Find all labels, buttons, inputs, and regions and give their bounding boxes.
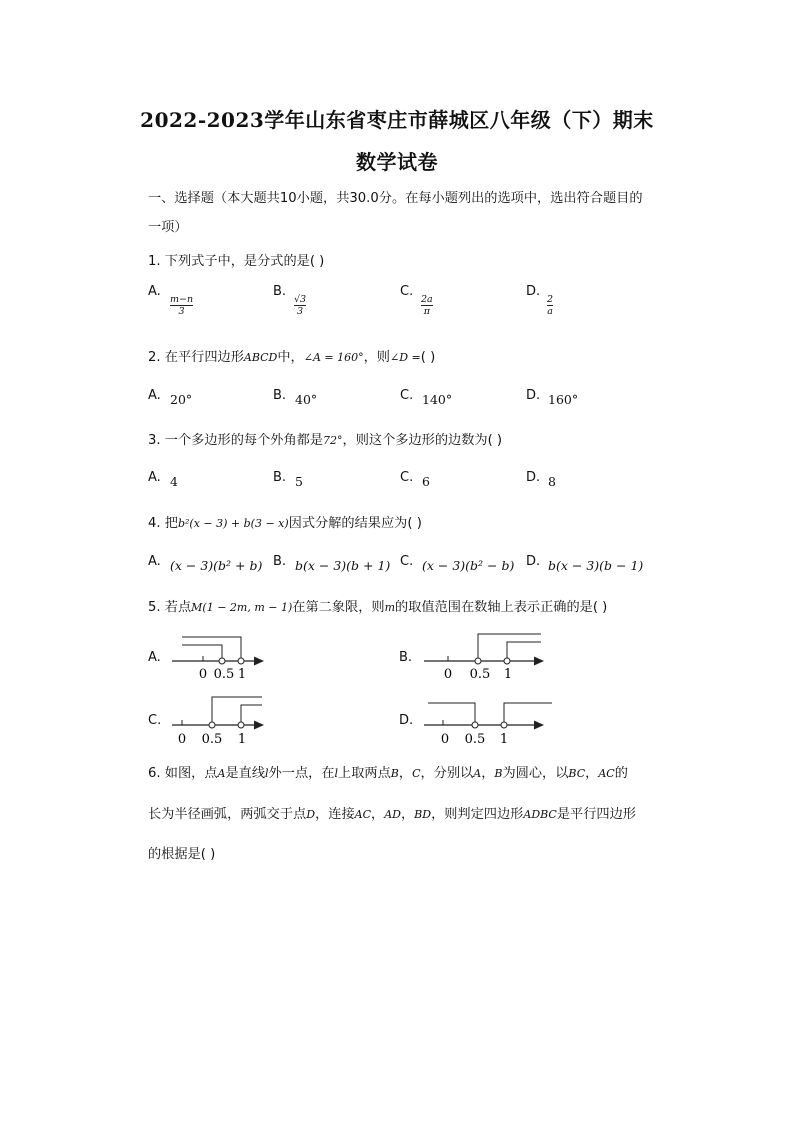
q6-l2-seg-e: ，则判定四边形 [431, 807, 524, 822]
q4-option-a-label: A. [148, 554, 161, 569]
q1-option-d-denominator: a [547, 306, 553, 317]
q3-option-a-label: A. [148, 470, 161, 485]
q6-l2-seg-b: ，连接 [315, 807, 355, 822]
q5-b-tick-0: 0 [443, 667, 453, 682]
q3-math-angle: 72° [323, 434, 343, 447]
question-6-stem-line1 [148, 762, 628, 781]
q4-option-b-value: b(x − 3)(b + 1) [295, 558, 391, 573]
q6-l1-seg-j: 的 [614, 766, 628, 781]
q6-l1-point-b: B [390, 767, 399, 780]
q5-option-b-number-line [424, 632, 554, 686]
q1-option-a-label: A. [148, 284, 161, 299]
q4-option-a-value: (x − 3)(b² + b) [170, 558, 263, 573]
q4-option-c-label: C. [400, 554, 414, 569]
q5-text-mid: 在第二象限，则 [292, 600, 385, 615]
q1-option-b-numerator: √3 [294, 294, 307, 305]
q3-option-b-value: 5 [295, 474, 303, 489]
q6-l1-seg-e: ， [398, 766, 413, 781]
q2-math-angle-a: ∠A = 160° [303, 351, 364, 364]
question-6-stem-line3: 的根据是( ) [148, 847, 216, 862]
q6-l1-seg-c: 外一点，在 [268, 766, 335, 781]
q4-math-expression: b²(x − 3) + b(3 − x) [177, 517, 289, 530]
q5-option-d-label: D. [399, 713, 414, 728]
q4-option-d-label: D. [526, 554, 541, 569]
q1-option-a-denominator: 3 [178, 306, 185, 317]
q6-l1-seg-f: ，分别以 [420, 766, 474, 781]
q2-text-mid: 中， [277, 350, 304, 365]
q6-l1-point-c: C [412, 767, 421, 780]
q5-a-tick-05: 0.5 [213, 667, 235, 682]
q6-l2-seg-c: ， [371, 807, 385, 822]
q1-option-a-numerator: m−n [170, 294, 194, 305]
q1-option-a-fraction [170, 294, 193, 317]
q2-option-b-label: B. [273, 388, 287, 403]
section-heading-line2: 一项） [148, 220, 188, 235]
q5-c-tick-0: 0 [177, 732, 187, 746]
question-3-stem [148, 429, 502, 448]
q6-l2-quad-adbc: ADBC [523, 808, 557, 821]
q2-option-a-label: A. [148, 388, 161, 403]
q5-option-a-label: A. [148, 650, 161, 665]
q2-text-pre: 2. 在平行四边形 [148, 350, 244, 365]
q6-l2-seg-a: 长为半径画弧，两弧交于点 [148, 807, 307, 822]
question-6-stem-line2 [148, 803, 636, 822]
q6-l1-seg-ac: AC [598, 767, 615, 780]
q2-option-d-label: D. [526, 388, 541, 403]
q3-option-c-label: C. [400, 470, 414, 485]
q5-text-post: 的取值范围在数轴上表示正确的是( ) [395, 600, 608, 615]
question-1-stem: 1. 下列式子中，是分式的是( ) [148, 254, 325, 269]
q3-option-d-value: 8 [548, 474, 556, 489]
q3-option-c-value: 6 [422, 474, 430, 489]
q5-option-b-label: B. [399, 650, 413, 665]
q4-text-pre: 4. 把 [148, 516, 178, 531]
q1-option-d-numerator: 2 [547, 294, 554, 305]
q6-l1-line-l2: l [334, 767, 339, 780]
q4-text-post: 因式分解的结果应为( ) [288, 516, 422, 531]
q6-l2-seg-d: ， [400, 807, 415, 822]
q6-l1-line-l: l [265, 767, 269, 780]
q6-l2-seg-f: 是平行四边形 [556, 807, 636, 822]
q5-b-tick-1: 1 [503, 667, 513, 682]
q5-c-tick-05: 0.5 [201, 732, 223, 746]
q5-d-tick-05: 0.5 [464, 732, 486, 746]
q5-option-a-number-line [172, 632, 272, 686]
q5-d-tick-0: 0 [440, 732, 450, 746]
q5-option-c-label: C. [148, 713, 162, 728]
q6-l1-point-a2: A [473, 767, 482, 780]
q6-l1-seg-i: ， [585, 766, 599, 781]
q3-text-post: ，则这个多边形的边数为( ) [342, 433, 503, 448]
q1-option-d-label: D. [526, 284, 541, 299]
q1-option-c-numerator: 2a [421, 294, 433, 305]
q1-option-c-label: C. [400, 284, 414, 299]
q6-l1-seg-g: ， [481, 766, 495, 781]
q2-option-c-label: C. [400, 388, 414, 403]
q6-l1-seg-h: 为圆心，以 [502, 766, 569, 781]
question-2-stem [148, 346, 435, 365]
q3-text-pre: 3. 一个多边形的每个外角都是 [148, 433, 324, 448]
q1-option-b-label: B. [273, 284, 287, 299]
question-4-stem [148, 512, 422, 531]
q5-a-tick-0: 0 [198, 667, 208, 682]
q2-text-mid2: ，则 [363, 350, 390, 365]
q2-option-d-value: 160° [548, 392, 579, 407]
q6-l1-seg-a: 6. 如图，点 [148, 766, 218, 781]
q3-option-b-label: B. [273, 470, 287, 485]
q1-option-b-fraction [294, 294, 306, 317]
q5-option-c-number-line [172, 694, 272, 750]
q2-math-angle-d: ∠D = [390, 351, 421, 364]
q6-l1-seg-bc: BC [568, 767, 586, 780]
q6-l2-seg-bd: BD [414, 808, 432, 821]
q1-option-c-fraction [421, 294, 433, 317]
exam-title-line1: 2022-2023学年山东省枣庄市薛城区八年级（下）期末 [140, 108, 654, 132]
exam-title-line2: 数学试卷 [356, 150, 438, 174]
q5-math-point: M(1 − 2m, m − 1) [191, 601, 293, 614]
q5-text-pre: 5. 若点 [148, 600, 192, 615]
question-5-stem [148, 596, 607, 615]
q2-option-c-value: 140° [422, 392, 453, 407]
q4-option-d-value: b(x − 3)(b − 1) [548, 558, 644, 573]
q2-text-post: ( ) [420, 350, 436, 365]
q2-option-a-value: 20° [170, 392, 193, 407]
q6-l1-seg-d: 上取两点 [338, 766, 391, 781]
q5-c-tick-1: 1 [237, 732, 247, 746]
q5-a-tick-1: 1 [237, 667, 247, 682]
q2-option-b-value: 40° [295, 392, 318, 407]
q1-option-b-denominator: 3 [297, 306, 304, 317]
q1-option-d-fraction [547, 294, 553, 317]
section-heading-line1: 一、选择题（本大题共10小题，共30.0分。在每小题列出的选项中，选出符合题目的 [148, 191, 643, 206]
q4-option-c-value: (x − 3)(b² − b) [422, 558, 515, 573]
q2-math-abcd: ABCD [243, 351, 278, 364]
q3-option-a-value: 4 [170, 474, 178, 489]
q5-d-tick-1: 1 [499, 732, 509, 746]
q6-l2-seg-ad: AD [384, 808, 401, 821]
q5-option-d-number-line [424, 694, 564, 750]
q5-b-tick-05: 0.5 [469, 667, 491, 682]
q6-l1-point-a: A [217, 767, 226, 780]
q6-l2-seg-ac: AC [354, 808, 372, 821]
q5-math-m: m [384, 601, 396, 614]
q1-option-c-denominator: π [423, 306, 430, 317]
q3-option-d-label: D. [526, 470, 541, 485]
q6-l2-point-d: D [306, 808, 316, 821]
q4-option-b-label: B. [273, 554, 287, 569]
q6-l1-point-b2: B [494, 767, 503, 780]
q6-l1-seg-b: 是直线 [225, 766, 266, 781]
